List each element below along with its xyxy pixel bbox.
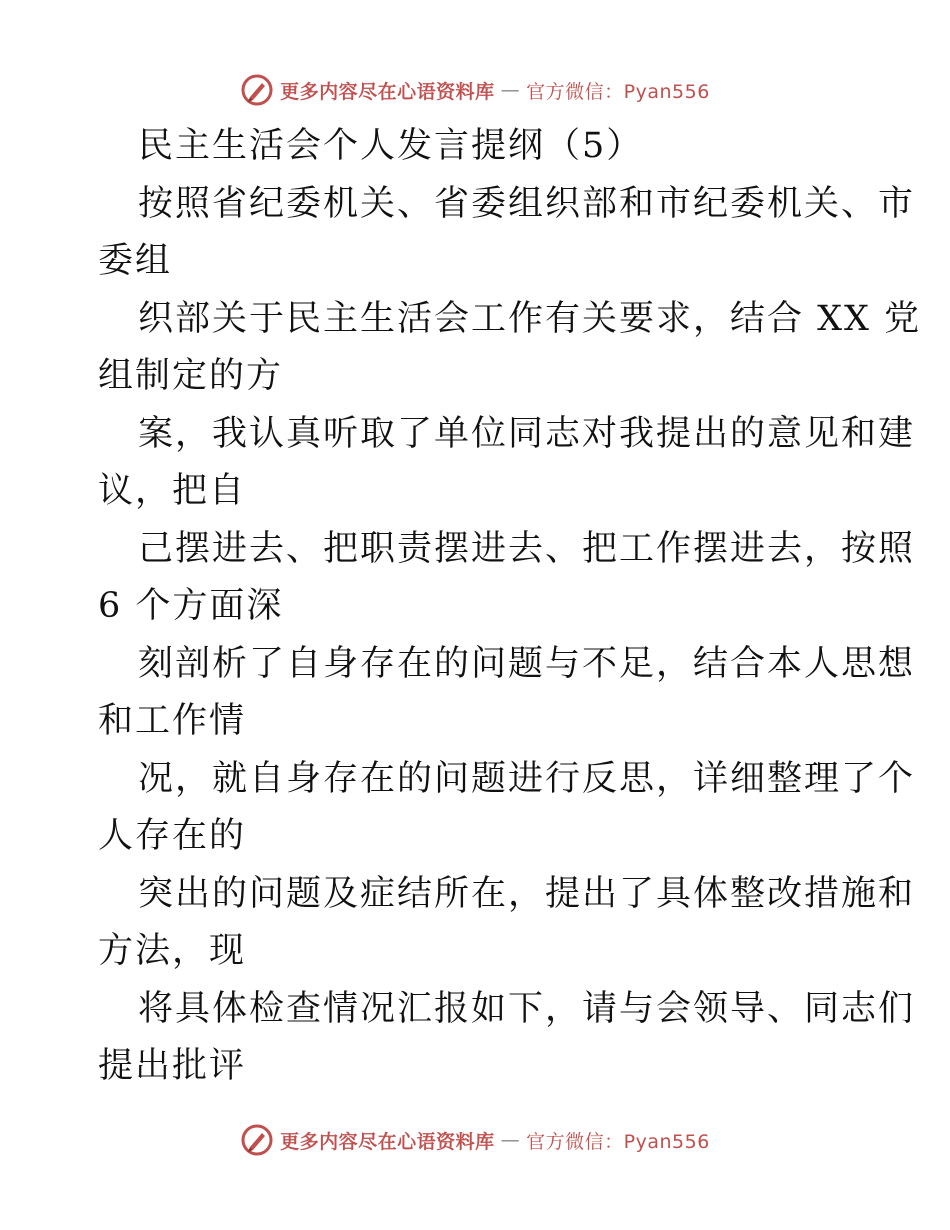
text-line: 将具体检查情况汇报如下，请与会领导、同志们 <box>138 988 916 1029</box>
text-line: 织部关于民主生活会工作有关要求，结合 XX 党 <box>138 298 922 339</box>
text-line: 议，把自 <box>98 471 247 511</box>
text-line: 提出批评 <box>98 1046 247 1086</box>
text-line: 刻剖析了自身存在的问题与不足，结合本人思想 <box>138 643 916 684</box>
text-line: 己摆进去、把职责摆进去、把工作摆进去，按照 <box>138 528 916 569</box>
text-line: 突出的问题及症结所在，提出了具体整改措施和 <box>138 873 916 914</box>
text-line: 案，我认真听取了单位同志对我提出的意见和建 <box>138 413 916 454</box>
text-line: 6 个方面深 <box>98 586 284 626</box>
watermark-separator: — <box>500 1129 521 1151</box>
text-line: 况，就自身存在的问题进行反思，详细整理了个 <box>138 758 916 799</box>
header-watermark <box>0 70 950 110</box>
watermark-brand: 更多内容尽在心语资料库 <box>280 1130 495 1153</box>
text-line: 组制定的方 <box>98 356 284 396</box>
text-line: 按照省纪委机关、省委组织部和市纪委机关、市 <box>138 183 916 224</box>
text-line: 方法，现 <box>98 931 247 971</box>
text-line: 和工作情 <box>98 701 247 741</box>
text-line: 人存在的 <box>98 816 247 856</box>
text-line: 委组 <box>98 241 173 281</box>
watermark-brand: 更多内容尽在心语资料库 <box>280 80 495 103</box>
watermark-separator: — <box>500 79 521 101</box>
red-pen-seal-logo-icon <box>240 1123 274 1157</box>
watermark-wechat: 官方微信：Pyan556 <box>526 1130 710 1153</box>
document-body <box>98 118 922 1096</box>
red-pen-seal-logo-icon <box>240 73 274 107</box>
document-title: 民主生活会个人发言提纲（5） <box>138 126 644 166</box>
footer-watermark <box>0 1120 950 1160</box>
watermark-wechat: 官方微信：Pyan556 <box>526 80 710 103</box>
